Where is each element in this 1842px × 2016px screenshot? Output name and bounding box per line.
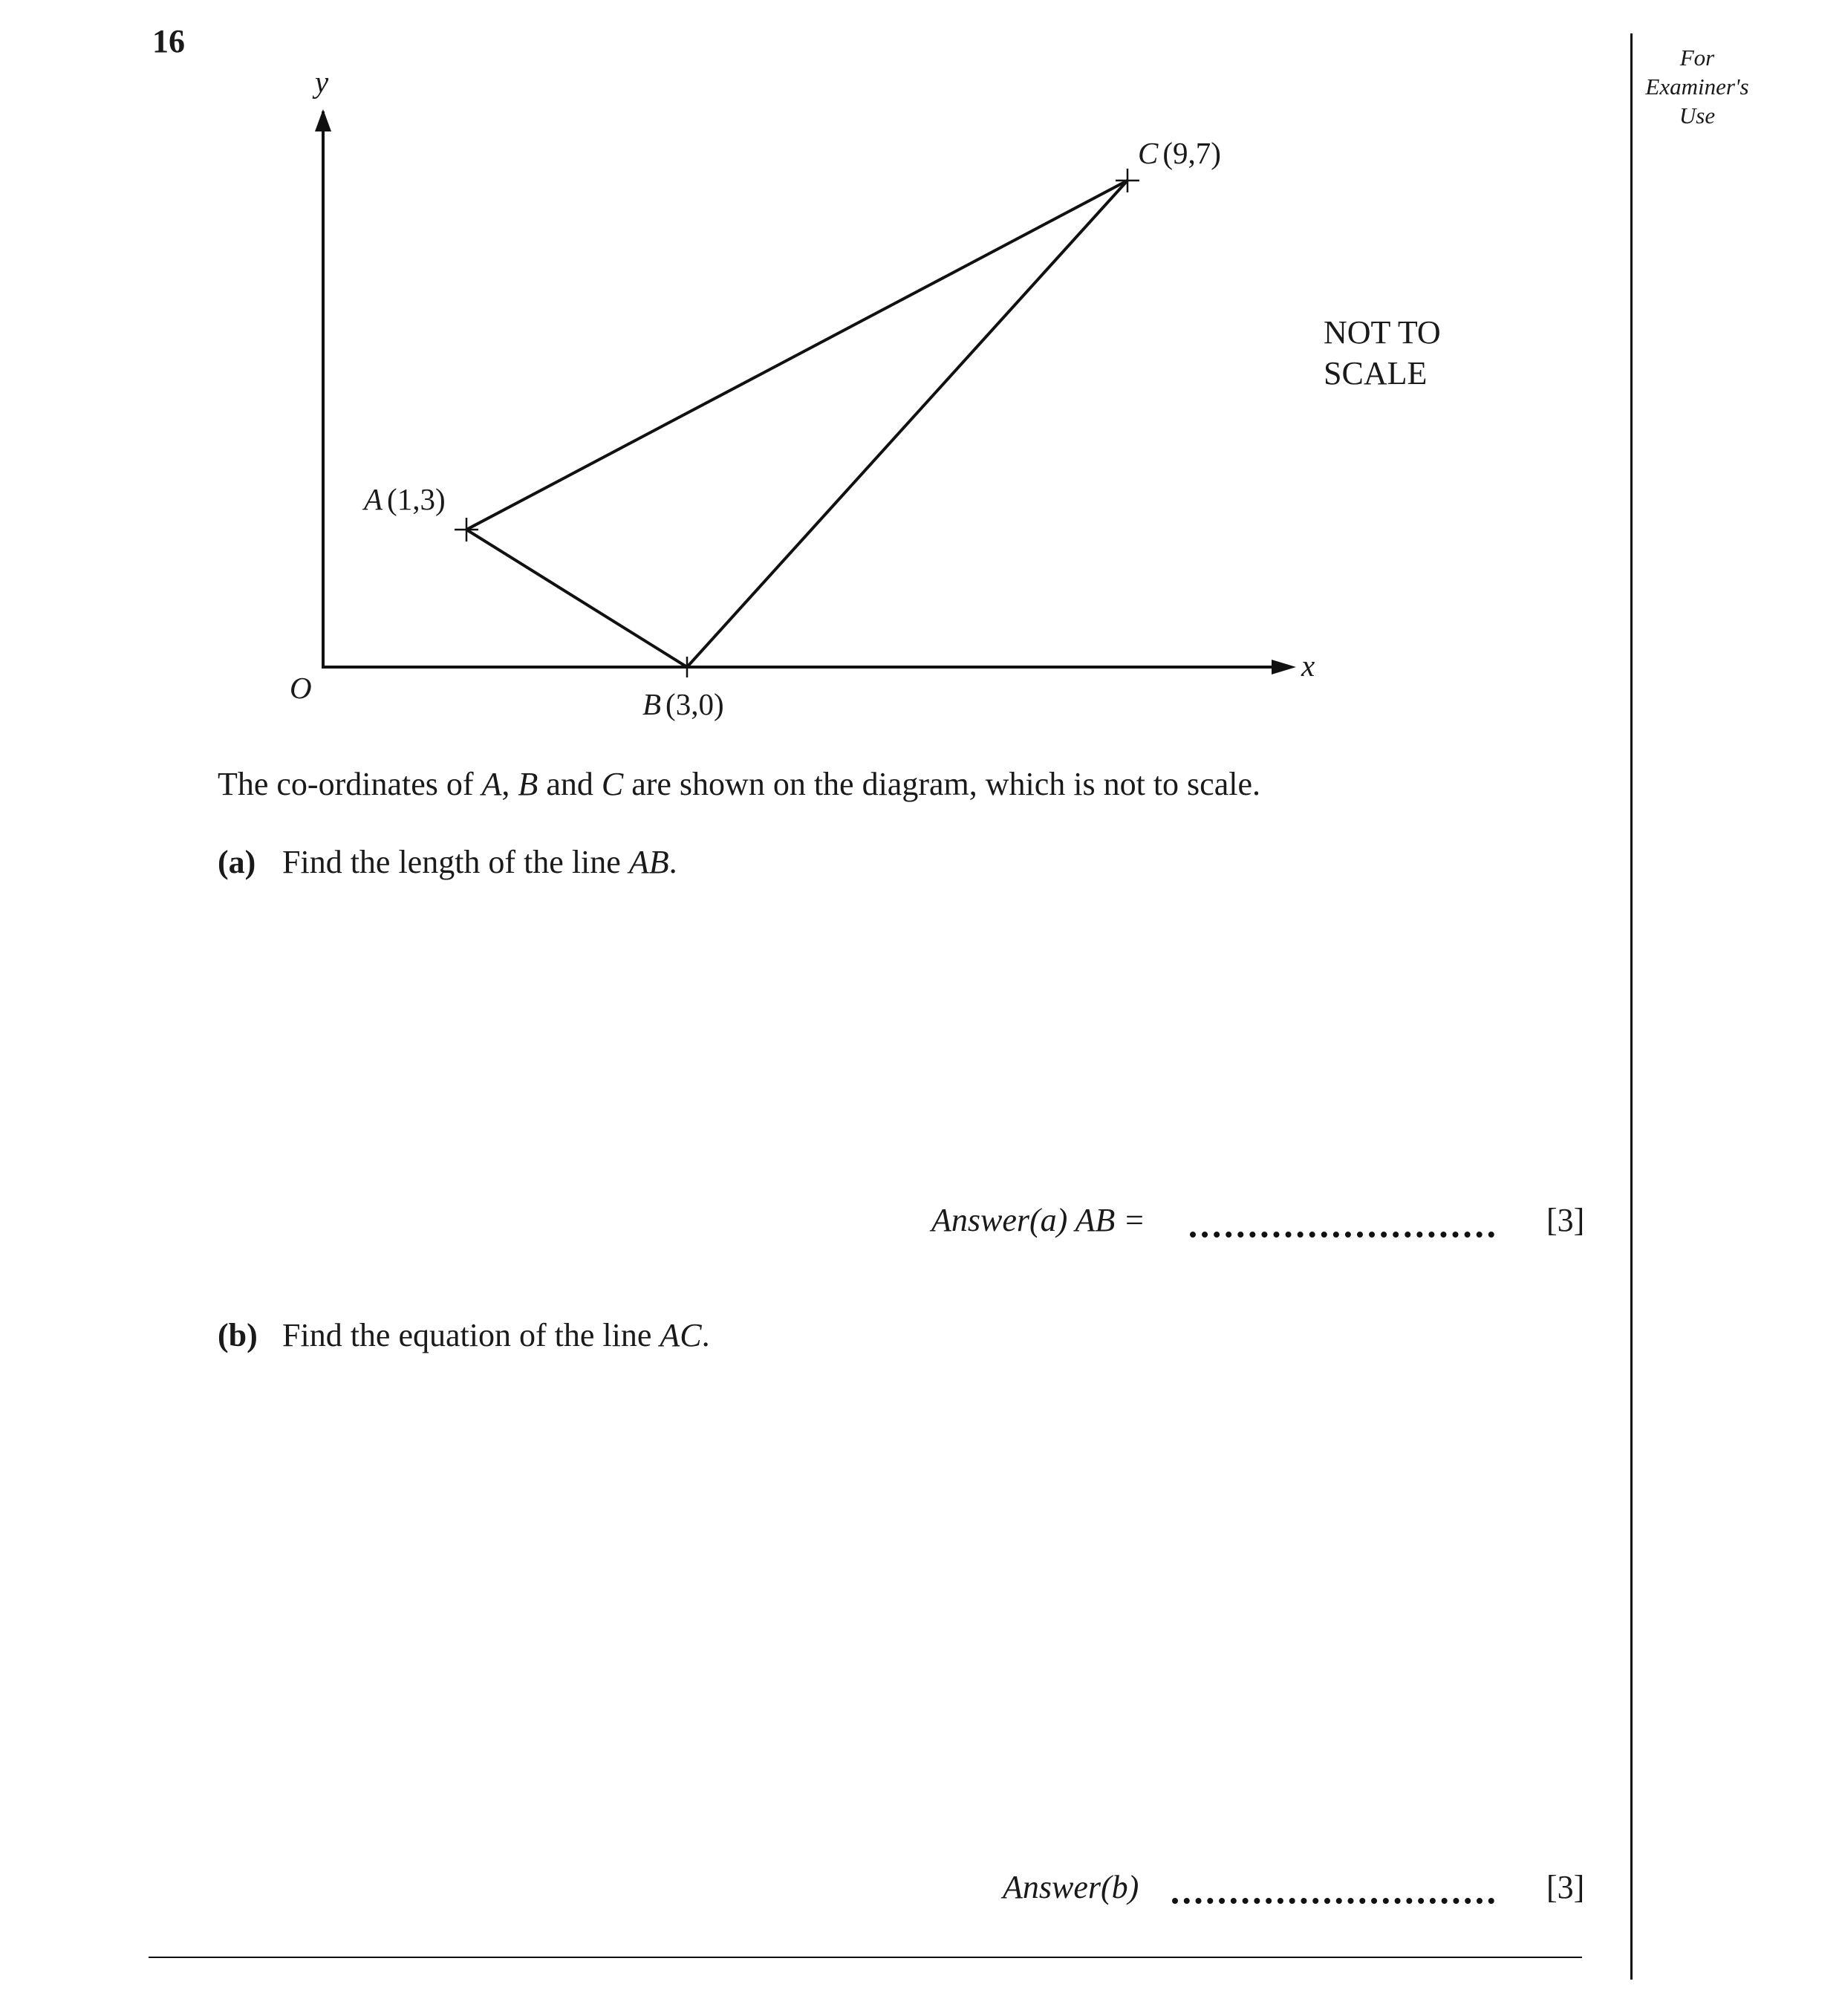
answer-b-line[interactable] <box>1172 1898 1494 1904</box>
stem-text: and <box>538 766 602 802</box>
answer-a-label: Answer(a) AB = <box>931 1202 1145 1238</box>
part-b-question <box>218 1316 710 1354</box>
stem-text: , <box>501 766 518 802</box>
question-number: 16 <box>152 23 185 59</box>
examiner-line-3: Use <box>1679 103 1716 129</box>
answer-a-line[interactable] <box>1190 1232 1494 1238</box>
part-b-text: Find the equation of the line <box>282 1317 660 1353</box>
question-stem <box>218 765 1260 803</box>
part-a-text: Find the length of the line <box>282 844 629 880</box>
stem-var-b: B <box>518 766 538 802</box>
point-c-label: C (9,7) <box>1138 136 1221 170</box>
stem-text: The co-ordinates of <box>218 766 482 802</box>
part-b-var: AC <box>660 1317 702 1353</box>
bottom-rule <box>149 1957 1582 1958</box>
segment-ac <box>466 181 1127 530</box>
x-axis-label: x <box>1301 648 1315 683</box>
part-b-end: . <box>701 1317 710 1353</box>
point-b-label: B (3,0) <box>642 687 724 721</box>
part-a-end: . <box>668 844 677 880</box>
part-a-marks: [3] <box>1546 1202 1585 1238</box>
stem-var-c: C <box>601 766 624 802</box>
part-a-var: AB <box>628 844 669 880</box>
y-axis-label: y <box>315 65 329 99</box>
note-line-2: SCALE <box>1324 355 1428 391</box>
segment-bc <box>687 181 1127 667</box>
stem-text: are shown on the diagram, which is not to scale. <box>623 766 1260 802</box>
segment-ab <box>466 530 687 667</box>
not-to-scale-note <box>1324 312 1441 394</box>
origin-label: O <box>290 671 312 705</box>
part-a-label: (a) <box>218 844 256 880</box>
point-a-label: A (1,3) <box>364 482 446 516</box>
answer-b-label: Answer(b) <box>1003 1869 1139 1905</box>
stem-var-a: A <box>481 766 502 802</box>
x-axis-arrowhead <box>1272 660 1296 674</box>
y-axis-arrowhead <box>315 109 331 131</box>
point-a-marker <box>455 518 478 542</box>
note-line-1: NOT TO <box>1324 314 1441 351</box>
part-b-marks: [3] <box>1546 1869 1585 1905</box>
coordinate-diagram <box>0 0 1842 743</box>
examiner-line-2: Examiner's <box>1645 74 1749 100</box>
part-b-label: (b) <box>218 1317 258 1353</box>
examiner-line-1: For <box>1679 45 1715 71</box>
part-a-question <box>218 843 677 881</box>
